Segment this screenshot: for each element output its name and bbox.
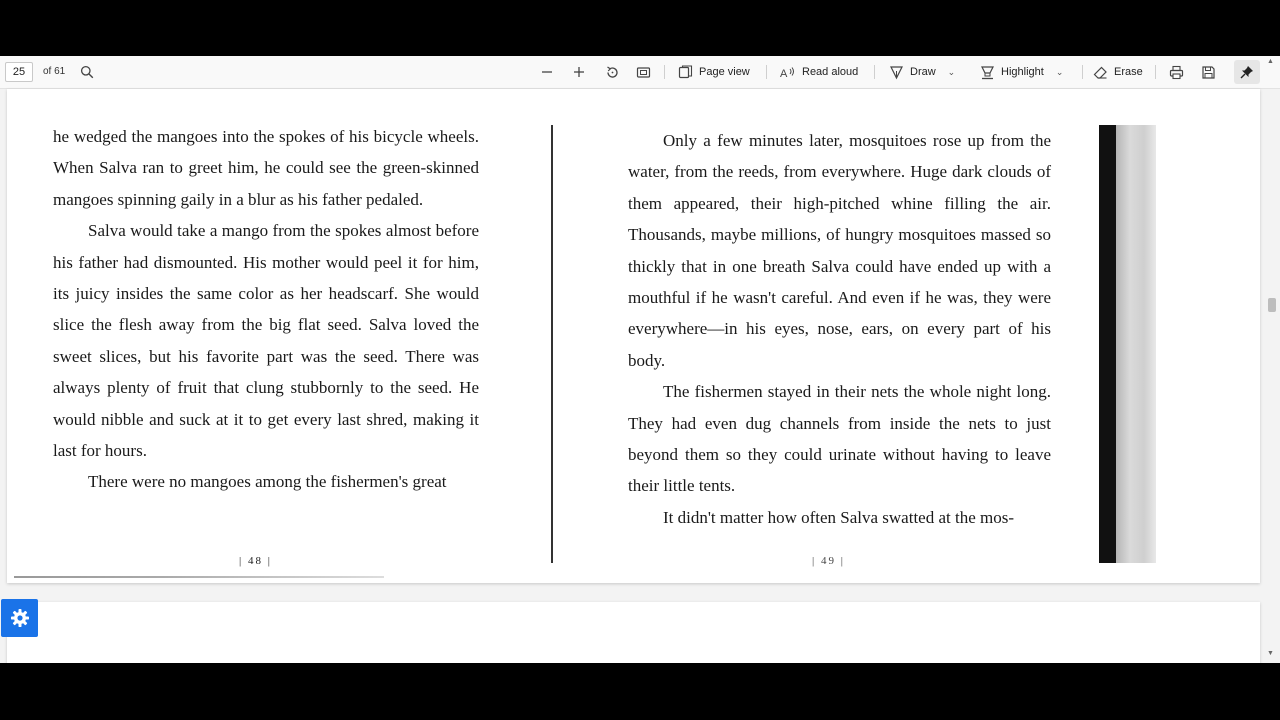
page-count: of 61 bbox=[43, 66, 66, 77]
highlight-icon bbox=[980, 65, 995, 80]
horizontal-scrollbar[interactable] bbox=[14, 576, 384, 578]
erase-label: Erase bbox=[1114, 66, 1143, 78]
toolbar-divider bbox=[1082, 65, 1083, 79]
scroll-up-arrow-icon[interactable]: ▲ bbox=[1267, 58, 1274, 65]
highlight-label: Highlight bbox=[1001, 66, 1044, 78]
paragraph: It didn't matter how often Salva swatted at the mos- bbox=[663, 507, 1015, 527]
paragraph: Salva would take a mango from the spokes almost before his father had dismounted. His mother would peel it for him, its juicy insides the same color as her headscarf. She would slice the flesh away from the big flat seed. Salva loved the sweet slices, but his favorite part was the seed. There was always plenty of fruit that clung stubbornly to the seed. He would nibble and suck at it to get every last shred, making it last for hours. bbox=[53, 221, 479, 461]
scroll-down-arrow-icon[interactable]: ▼ bbox=[1267, 650, 1274, 657]
toolbar-divider bbox=[664, 65, 665, 79]
draw-icon bbox=[889, 65, 904, 80]
svg-text:A: A bbox=[780, 67, 788, 80]
rotate-icon[interactable] bbox=[603, 63, 621, 81]
toolbar bbox=[0, 56, 1280, 89]
chevron-down-icon[interactable]: ⌄ bbox=[947, 66, 956, 77]
settings-button[interactable] bbox=[1, 599, 38, 637]
zoom-out-icon[interactable] bbox=[538, 63, 556, 81]
erase-button[interactable] bbox=[1093, 62, 1143, 82]
book-spine bbox=[551, 125, 553, 563]
right-book-page bbox=[628, 125, 1051, 533]
draw-button[interactable] bbox=[889, 62, 955, 82]
read-aloud-icon bbox=[780, 65, 796, 80]
paragraph: Only a few minutes later, mosquitoes rose up from the water, from the reeds, from everywhere. Huge dark clouds of them appeared, their high-pitched whine filling the air. Thousands, maybe millions, of hungry mosquitoes massed so thickly that in one breath Salva could have ended up with a mouthful if he wasn't careful. And even if he was, they were everywhere—in his eyes, nose, ears, on every part of his body. bbox=[628, 131, 1051, 370]
pin-toolbar-button[interactable] bbox=[1234, 60, 1260, 84]
left-page-number: | 48 | bbox=[239, 555, 272, 567]
zoom-in-icon[interactable] bbox=[570, 63, 588, 81]
fit-page-icon[interactable] bbox=[634, 63, 652, 81]
page-number-input[interactable] bbox=[5, 62, 33, 82]
page-view-label: Page view bbox=[699, 66, 750, 78]
print-icon[interactable] bbox=[1167, 63, 1185, 81]
toolbar-divider bbox=[874, 65, 875, 79]
vertical-scrollbar-thumb[interactable] bbox=[1268, 298, 1276, 312]
pin-icon bbox=[1240, 65, 1254, 79]
draw-label: Draw bbox=[910, 66, 936, 78]
chevron-down-icon[interactable]: ⌄ bbox=[1055, 66, 1064, 77]
page-view-icon bbox=[678, 65, 693, 80]
pdf-viewer bbox=[0, 56, 1280, 663]
scanned-page-margin bbox=[1116, 125, 1156, 563]
right-page-number: | 49 | bbox=[812, 555, 845, 567]
toolbar-divider bbox=[1155, 65, 1156, 79]
highlight-button[interactable] bbox=[980, 62, 1063, 82]
next-pdf-page bbox=[7, 602, 1260, 663]
search-icon[interactable] bbox=[78, 63, 96, 81]
save-icon[interactable] bbox=[1199, 63, 1217, 81]
read-aloud-button[interactable] bbox=[780, 62, 858, 82]
pdf-page bbox=[7, 89, 1260, 583]
left-book-page bbox=[53, 121, 479, 498]
scanned-page-edge bbox=[1099, 125, 1116, 563]
paragraph: The fishermen stayed in their nets the whole night long. They had even dug channels from inside the nets to just beyond them so they could urinate without having to leave their little tents. bbox=[628, 382, 1051, 496]
paragraph: There were no mangoes among the fishermen's great bbox=[88, 472, 447, 492]
toolbar-divider bbox=[766, 65, 767, 79]
paragraph: he wedged the mangoes into the spokes of his bicycle wheels. When Salva ran to greet him, he could see the green-skinned mangoes spinning gaily in a blur as his father pedaled. bbox=[53, 127, 479, 209]
read-aloud-label: Read aloud bbox=[802, 66, 859, 78]
page-view-button[interactable] bbox=[678, 62, 750, 82]
eraser-icon bbox=[1093, 65, 1108, 80]
gear-icon bbox=[10, 608, 30, 628]
